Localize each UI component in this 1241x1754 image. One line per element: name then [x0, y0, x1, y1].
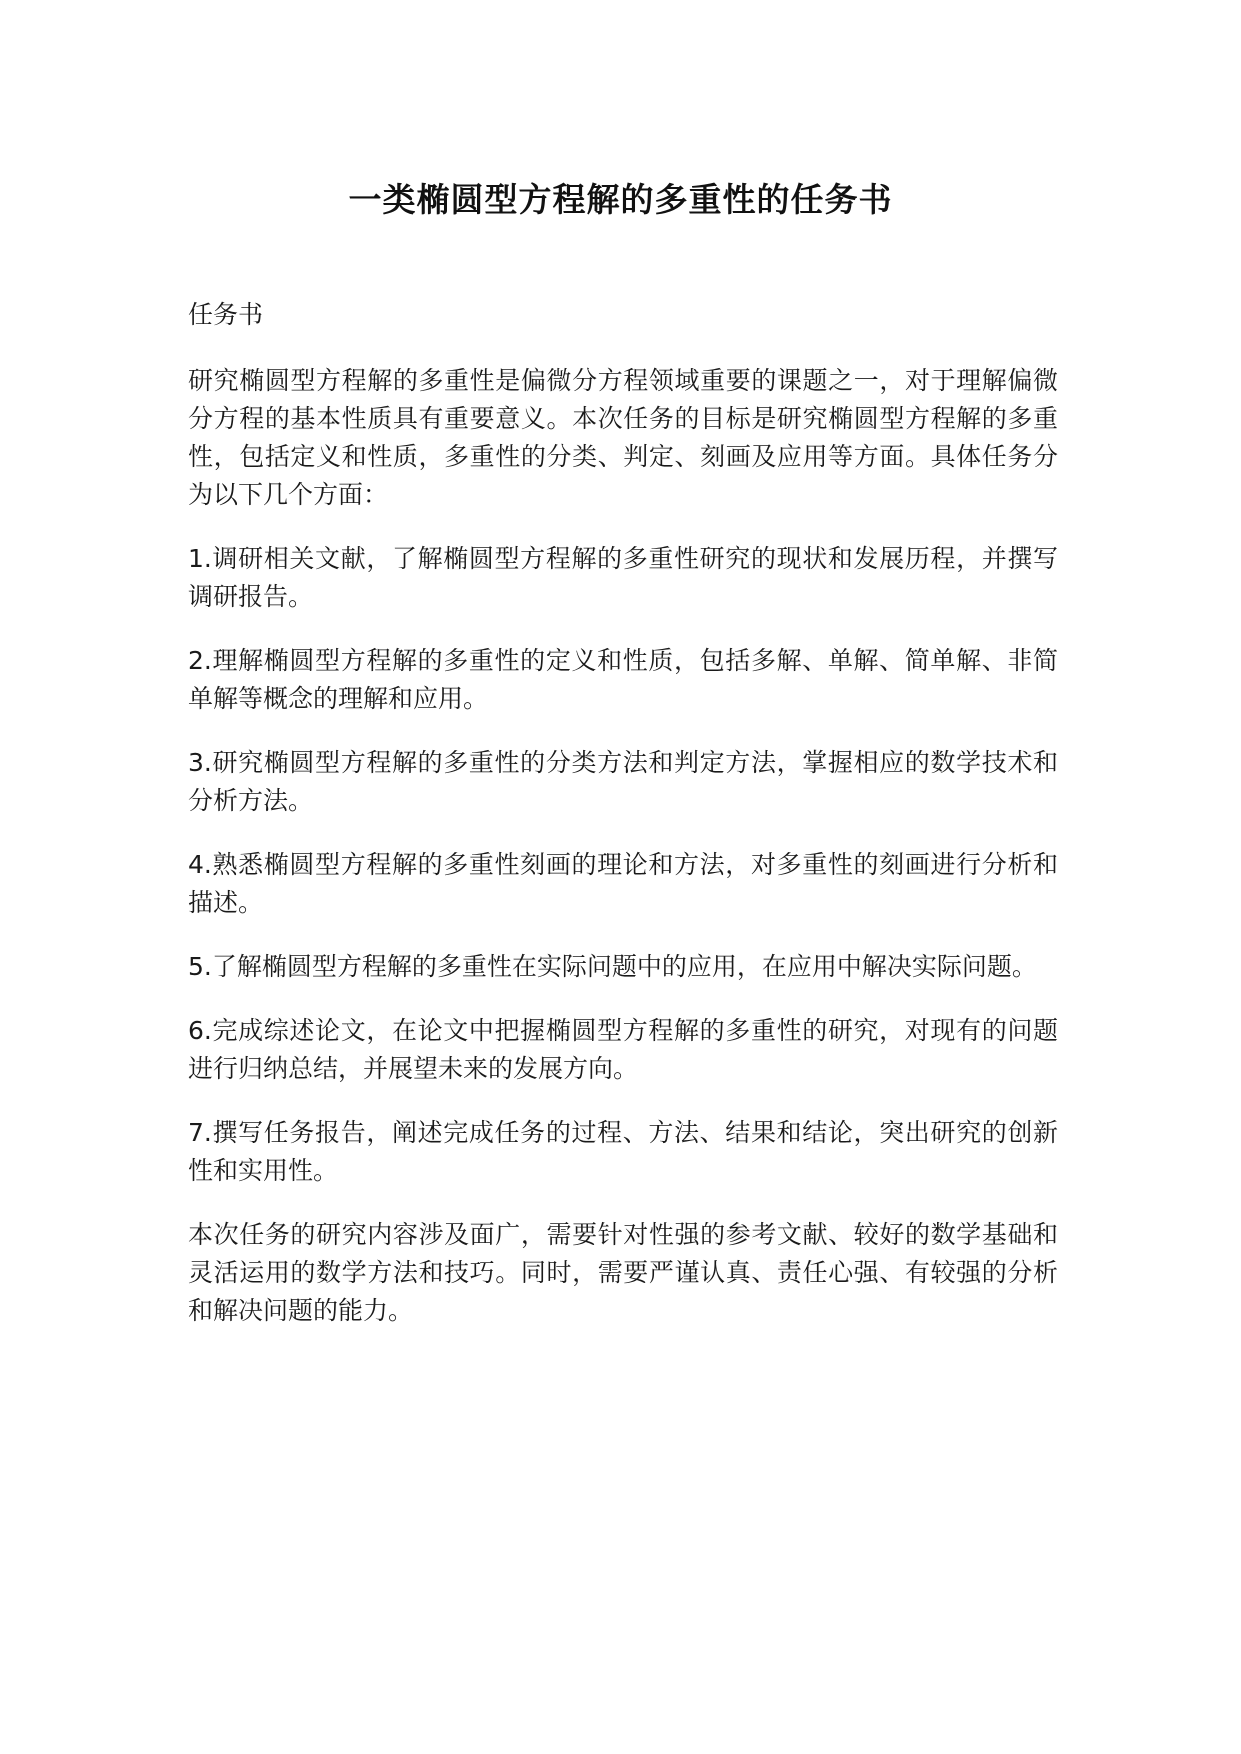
- section-heading: 任务书: [188, 300, 264, 329]
- intro-paragraph: 研究椭圆型方程解的多重性是偏微分方程领域重要的课题之一，对于理解偏微分方程的基本性质具有重要意义。本次任务的目标是研究椭圆型方程解的多重性，包括定义和性质，多重性的分类、判定、刻画及应用等方面。具体任务分为以下几个方面：: [188, 366, 1058, 509]
- task-item-3: 3.研究椭圆型方程解的多重性的分类方法和判定方法，掌握相应的数学技术和分析方法。: [188, 748, 1058, 815]
- task-item-2: 2.理解椭圆型方程解的多重性的定义和性质，包括多解、单解、简单解、非简单解等概念的理解和应用。: [188, 646, 1058, 713]
- task-item-1: 1.调研相关文献，了解椭圆型方程解的多重性研究的现状和发展历程，并撰写调研报告。: [188, 544, 1058, 611]
- task-item-7: 7.撰写任务报告，阐述完成任务的过程、方法、结果和结论，突出研究的创新性和实用性。: [188, 1118, 1058, 1185]
- task-item-6: 6.完成综述论文，在论文中把握椭圆型方程解的多重性的研究，对现有的问题进行归纳总结，并展望未来的发展方向。: [188, 1016, 1058, 1083]
- document-body: [188, 296, 1058, 1356]
- closing-paragraph: 本次任务的研究内容涉及面广，需要针对性强的参考文献、较好的数学基础和灵活运用的数学方法和技巧。同时，需要严谨认真、责任心强、有较强的分析和解决问题的能力。: [188, 1220, 1058, 1325]
- document-title: 一类椭圆型方程解的多重性的任务书: [348, 180, 893, 219]
- task-item-4: 4.熟悉椭圆型方程解的多重性刻画的理论和方法，对多重性的刻画进行分析和描述。: [188, 850, 1058, 917]
- task-item-5: 5.了解椭圆型方程解的多重性在实际问题中的应用，在应用中解决实际问题。: [188, 952, 1037, 981]
